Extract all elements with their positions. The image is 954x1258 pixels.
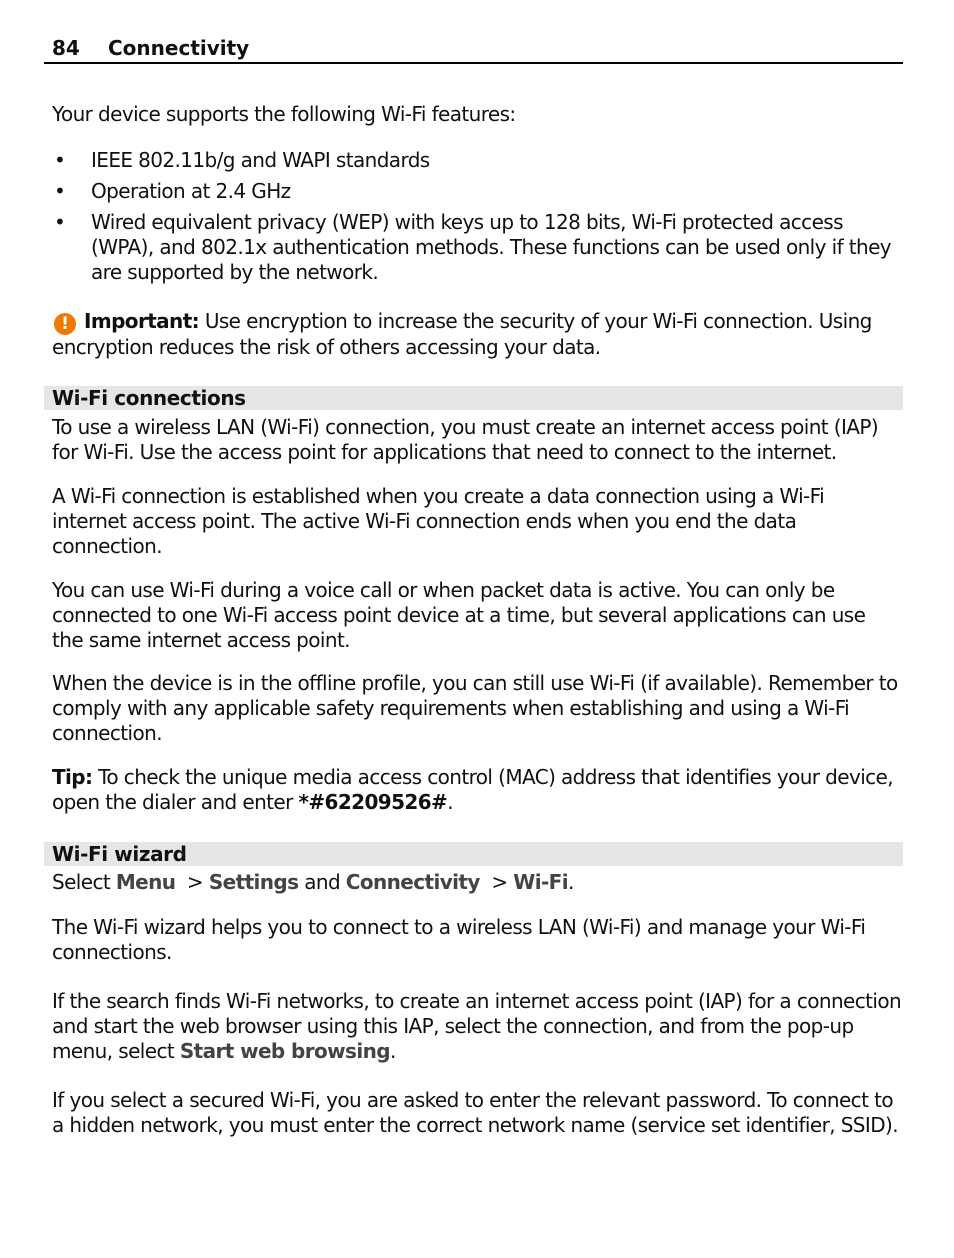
bullet: •: [54, 210, 66, 234]
menu-path: [52, 870, 902, 895]
path-separator: >: [479, 870, 514, 894]
paragraph: When the device is in the offline profile, you can still use Wi-Fi (if available). Remember to comply with any applicable safety requirements when establishing and using a Wi-Fi connection.: [52, 671, 898, 745]
intro-text: Your device supports the following Wi-Fi features:: [52, 102, 516, 126]
feature-list: [52, 148, 902, 285]
mac-code: *#62209526#: [298, 790, 448, 814]
paragraph: If you select a secured Wi-Fi, you are asked to enter the relevant password. To connect to a hidden network, you must enter the correct network name (service set identifier, SSID).: [52, 1088, 898, 1137]
important-note: [52, 309, 902, 360]
paragraph: To use a wireless LAN (Wi-Fi) connection, you must create an internet access point (IAP) for Wi-Fi. Use the access point for applications that need to connect to the internet.: [52, 415, 879, 464]
menu-path-item: Menu: [115, 870, 176, 894]
connectivity-path-item: Connectivity: [345, 870, 480, 894]
chapter-title: Connectivity: [108, 36, 250, 60]
paragraph: [52, 989, 902, 1064]
paragraph: A Wi-Fi connection is established when you create a data connection using a Wi-Fi internet access point. The active Wi-Fi connection ends when you end the data connection.: [52, 484, 825, 558]
wifi-path-item: Wi-Fi: [513, 870, 569, 894]
section-heading-wifi-connections: [44, 386, 903, 410]
tip-end: .: [447, 790, 453, 814]
important-label: Important:: [84, 309, 200, 333]
start-web-browsing-option: Start web browsing: [179, 1039, 390, 1063]
section-heading-wifi-wizard: [44, 842, 903, 866]
feature-text: IEEE 802.11b/g and WAPI standards: [91, 148, 430, 172]
paragraph-text: If the search finds Wi-Fi networks, to create an internet access point (IAP) for a connection and start the web browser using this IAP, select the connection, and from the pop-up menu, select: [52, 989, 902, 1063]
page-header: [44, 34, 903, 64]
settings-path-item: Settings: [208, 870, 299, 894]
paragraph-end: .: [389, 1039, 396, 1063]
paragraph: The Wi-Fi wizard helps you to connect to a wireless LAN (Wi-Fi) and manage your Wi-Fi connections.: [52, 915, 866, 964]
bullet: •: [54, 148, 66, 172]
warning-icon: !: [54, 313, 76, 335]
important-text: Use encryption to increase the security of your Wi-Fi connection. Using encryption reduces the risk of others accessing your data.: [52, 309, 872, 359]
paragraph: You can use Wi-Fi during a voice call or when packet data is active. You can only be connected to one Wi-Fi access point device at a time, but several applications can use the same internet access point.: [52, 578, 866, 652]
path-end: .: [568, 870, 574, 894]
tip-label: Tip:: [52, 765, 93, 789]
tip-text: To check the unique media access control (MAC) address that identifies your device, open the dialer and enter: [52, 765, 894, 814]
list-item: [52, 179, 902, 204]
feature-text: Wired equivalent privacy (WEP) with keys up to 128 bits, Wi-Fi protected access (WPA), and 802.1x authentication methods. These functions can be used only if they are supported by the network.: [91, 210, 892, 284]
list-item: [52, 148, 902, 173]
feature-text: Operation at 2.4 GHz: [91, 179, 291, 203]
tip-note: [52, 765, 902, 815]
page-number: 84: [52, 36, 80, 60]
list-item: [52, 210, 902, 285]
section-title: Wi-Fi connections: [52, 386, 246, 410]
path-text: Select: [52, 870, 116, 894]
bullet: •: [54, 179, 66, 203]
path-text: and: [298, 870, 346, 894]
path-separator: >: [175, 870, 209, 894]
section-title: Wi-Fi wizard: [52, 842, 187, 866]
